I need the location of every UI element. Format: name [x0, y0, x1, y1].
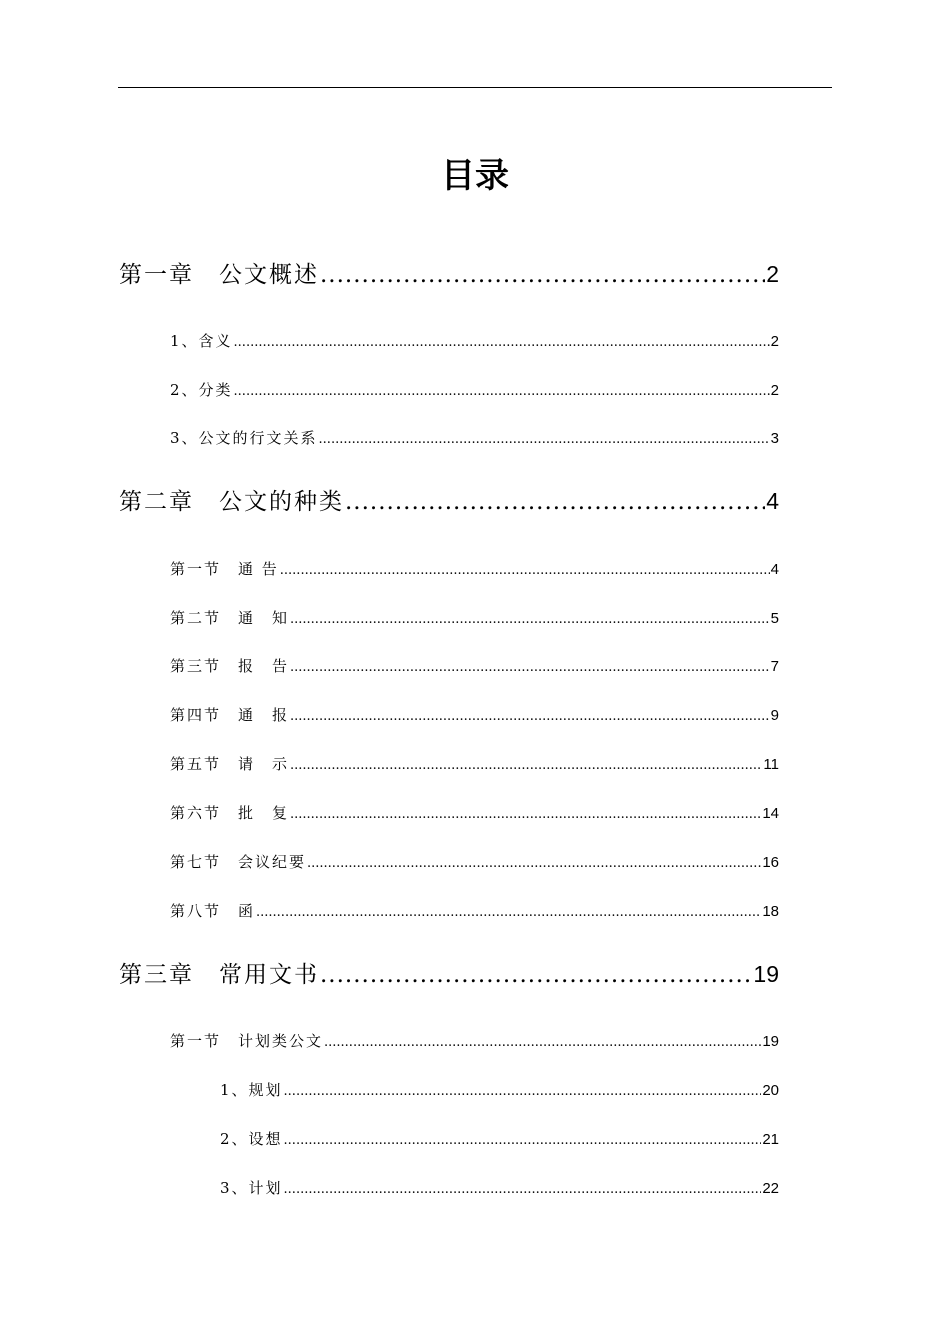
dot-leader: [290, 709, 770, 724]
toc-entry-page: 4: [766, 488, 779, 514]
dot-leader: [234, 335, 770, 350]
dot-leader: [319, 432, 770, 447]
toc-entry-page: 3: [770, 430, 779, 447]
toc-entry-label: 第八节 函: [170, 902, 256, 920]
dot-leader: [234, 384, 770, 399]
toc-entry-section[interactable]: [170, 379, 779, 400]
dot-leader: [345, 489, 765, 515]
dot-leader: [256, 905, 761, 920]
toc-entry-section[interactable]: [170, 851, 779, 872]
dot-leader: [284, 1084, 762, 1099]
toc-entry-label: 第一章 公文概述: [119, 262, 319, 288]
toc-entry-label: 1、含义: [170, 332, 233, 350]
toc-entry-subsection[interactable]: [220, 1079, 779, 1100]
toc-entry-section[interactable]: [170, 900, 779, 921]
toc-entry-section[interactable]: [170, 427, 779, 448]
toc-entry-page: 18: [762, 903, 779, 920]
toc-entry-section[interactable]: [170, 753, 779, 774]
toc-entry-section[interactable]: [170, 1030, 779, 1051]
dot-leader: [284, 1133, 762, 1148]
dot-leader: [320, 962, 752, 988]
toc-entry-label: 第三章 常用文书: [119, 962, 319, 988]
toc-entry-section[interactable]: [170, 704, 779, 725]
toc-entry-page: 9: [770, 707, 779, 724]
toc-entry-label: 第七节 会议纪要: [170, 853, 307, 871]
toc-entry-label: 第三节 报 告: [170, 657, 290, 675]
toc-entry-label: 2、分类: [170, 381, 233, 399]
toc-entry-label: 第一节 通 告: [170, 560, 279, 578]
dot-leader: [290, 807, 761, 822]
toc-entry-section[interactable]: [170, 330, 779, 351]
dot-leader: [290, 758, 762, 773]
toc-entry-page: 2: [770, 333, 779, 350]
toc-entry-label: 第四节 通 报: [170, 706, 290, 724]
toc-entry-label: 第六节 批 复: [170, 804, 290, 822]
dot-leader: [320, 262, 765, 288]
toc-entry-chapter-3[interactable]: [119, 956, 779, 989]
header-rule: [118, 87, 832, 88]
toc-entry-section[interactable]: [170, 655, 779, 676]
toc-entry-page: 2: [766, 261, 779, 287]
toc-entry-label: 第二节 通 知: [170, 609, 290, 627]
toc-entry-page: 19: [753, 961, 779, 987]
dot-leader: [290, 612, 770, 627]
toc-entry-page: 11: [763, 756, 779, 773]
toc-entry-label: 1、规划: [220, 1081, 283, 1099]
toc-entry-page: 4: [770, 561, 779, 578]
toc-entry-label: 第二章 公文的种类: [119, 489, 344, 515]
toc-entry-page: 5: [770, 610, 779, 627]
dot-leader: [307, 856, 761, 871]
dot-leader: [280, 563, 770, 578]
toc-entry-page: 2: [770, 382, 779, 399]
toc-entry-chapter-2[interactable]: [119, 483, 779, 516]
dot-leader: [290, 660, 770, 675]
page-title: 目录: [441, 156, 509, 196]
toc-entry-page: 21: [762, 1131, 779, 1148]
toc-entry-page: 19: [762, 1033, 779, 1050]
toc-entry-page: 22: [762, 1180, 779, 1197]
dot-leader: [284, 1182, 762, 1197]
toc-entry-page: 16: [762, 854, 779, 871]
toc-entry-subsection[interactable]: [220, 1177, 779, 1198]
toc-entry-label: 3、计划: [220, 1179, 283, 1197]
toc-entry-label: 3、公文的行文关系: [170, 429, 318, 447]
toc-entry-section[interactable]: [170, 802, 779, 823]
toc-entry-section[interactable]: [170, 558, 779, 579]
toc-entry-page: 20: [762, 1082, 779, 1099]
toc-entry-chapter-1[interactable]: [119, 256, 779, 289]
toc-entry-label: 2、设想: [220, 1130, 283, 1148]
toc-entry-page: 14: [762, 805, 779, 822]
toc-entry-label: 第一节 计划类公文: [170, 1032, 324, 1050]
toc-entry-label: 第五节 请 示: [170, 755, 290, 773]
dot-leader: [324, 1035, 761, 1050]
toc-entry-section[interactable]: [170, 607, 779, 628]
toc-entry-subsection[interactable]: [220, 1128, 779, 1149]
toc-entry-page: 7: [770, 658, 779, 675]
